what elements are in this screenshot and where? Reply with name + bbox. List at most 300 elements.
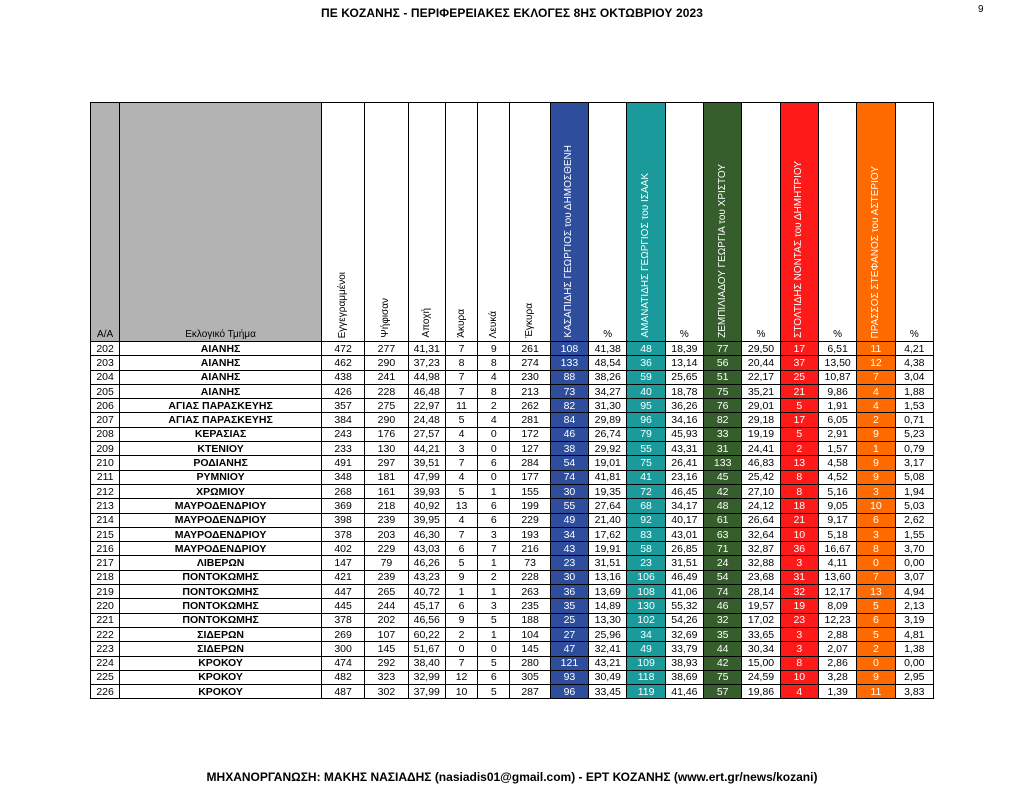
cell-aa: 217 — [91, 556, 120, 570]
candidate-5-header: ΠΡΑΣΣΟΣ ΣΤΕΦΑΝΟΣ του ΑΣΤΕΡΙΟΥ — [857, 103, 895, 342]
cell-candidate-1-votes: 30 — [550, 484, 588, 498]
cell-candidate-5-votes: 9 — [857, 427, 895, 441]
cell-candidate-1-votes: 108 — [550, 342, 588, 356]
cell-candidate-1-votes: 38 — [550, 442, 588, 456]
cell-voted: 292 — [365, 656, 408, 670]
cell-voted: 277 — [365, 342, 408, 356]
cell-candidate-1-pct: 41,38 — [589, 342, 627, 356]
cell-blank: 6 — [478, 499, 510, 513]
cell-candidate-2-votes: 58 — [627, 542, 665, 556]
cell-candidate-1-votes: 23 — [550, 556, 588, 570]
cell-aa: 203 — [91, 356, 120, 370]
cell-candidate-4-votes: 31 — [780, 570, 818, 584]
cell-candidate-2-votes: 118 — [627, 670, 665, 684]
cell-valid: 193 — [510, 527, 550, 541]
cell-candidate-3-pct: 46,83 — [742, 456, 780, 470]
cell-candidate-3-pct: 32,64 — [742, 527, 780, 541]
cell-candidate-2-votes: 102 — [627, 613, 665, 627]
cell-candidate-2-pct: 34,17 — [665, 499, 703, 513]
cell-candidate-5-votes: 2 — [857, 413, 895, 427]
cell-aa: 213 — [91, 499, 120, 513]
table-row — [91, 685, 934, 699]
cell-section: ΚΡΟΚΟΥ — [120, 685, 322, 699]
cell-blank: 3 — [478, 599, 510, 613]
candidate-5-pct-header: % — [895, 103, 933, 342]
cell-registered: 243 — [321, 427, 364, 441]
cell-registered: 233 — [321, 442, 364, 456]
cell-aa: 211 — [91, 470, 120, 484]
cell-candidate-1-votes: 34 — [550, 527, 588, 541]
cell-voted: 218 — [365, 499, 408, 513]
cell-candidate-1-pct: 30,49 — [589, 670, 627, 684]
cell-invalid: 6 — [445, 599, 477, 613]
cell-candidate-5-pct: 1,55 — [895, 527, 933, 541]
cell-voted: 239 — [365, 570, 408, 584]
cell-abstention: 46,26 — [408, 556, 445, 570]
cell-candidate-3-votes: 32 — [704, 613, 742, 627]
cell-candidate-4-votes: 5 — [780, 427, 818, 441]
cell-candidate-3-pct: 32,88 — [742, 556, 780, 570]
footer-credits: ΜΗΧΑΝΟΡΓΑΝΩΣΗ: ΜΑΚΗΣ ΝΑΣΙΑΔΗΣ (nasiadis01@gmail.com) - ΕΡΤ ΚΟΖΑΝΗΣ (www.ert.gr/news/kozani) — [206, 770, 818, 784]
cell-section: ΡΟΔΙΑΝΗΣ — [120, 456, 322, 470]
cell-invalid: 7 — [445, 456, 477, 470]
cell-voted: 275 — [365, 399, 408, 413]
cell-registered: 269 — [321, 627, 364, 641]
cell-registered: 472 — [321, 342, 364, 356]
cell-candidate-3-votes: 75 — [704, 670, 742, 684]
cell-voted: 290 — [365, 413, 408, 427]
cell-candidate-1-votes: 35 — [550, 599, 588, 613]
cell-candidate-2-votes: 75 — [627, 456, 665, 470]
cell-abstention: 60,22 — [408, 627, 445, 641]
cell-blank: 4 — [478, 413, 510, 427]
cell-candidate-1-pct: 13,30 — [589, 613, 627, 627]
cell-candidate-1-votes: 47 — [550, 642, 588, 656]
cell-valid: 261 — [510, 342, 550, 356]
cell-section: ΜΑΥΡΟΔΕΝΔΡΙΟΥ — [120, 527, 322, 541]
cell-candidate-4-pct: 4,52 — [818, 470, 856, 484]
cell-candidate-3-pct: 35,21 — [742, 384, 780, 398]
cell-candidate-1-votes: 54 — [550, 456, 588, 470]
cell-candidate-5-votes: 9 — [857, 456, 895, 470]
cell-candidate-3-votes: 61 — [704, 513, 742, 527]
cell-blank: 0 — [478, 642, 510, 656]
cell-candidate-4-votes: 10 — [780, 527, 818, 541]
cell-candidate-2-pct: 40,17 — [665, 513, 703, 527]
cell-abstention: 40,92 — [408, 499, 445, 513]
table-row — [91, 356, 934, 370]
cell-candidate-3-pct: 24,59 — [742, 670, 780, 684]
col-section-header: Εκλογικό Τμήμα — [120, 103, 322, 342]
cell-valid: 228 — [510, 570, 550, 584]
cell-registered: 147 — [321, 556, 364, 570]
cell-candidate-4-votes: 36 — [780, 542, 818, 556]
cell-candidate-4-pct: 12,17 — [818, 585, 856, 599]
cell-registered: 402 — [321, 542, 364, 556]
cell-candidate-1-votes: 36 — [550, 585, 588, 599]
cell-valid: 287 — [510, 685, 550, 699]
cell-candidate-4-votes: 3 — [780, 642, 818, 656]
cell-candidate-1-pct: 19,01 — [589, 456, 627, 470]
cell-candidate-4-pct: 2,07 — [818, 642, 856, 656]
cell-registered: 447 — [321, 585, 364, 599]
cell-candidate-3-votes: 33 — [704, 427, 742, 441]
cell-registered: 369 — [321, 499, 364, 513]
cell-registered: 438 — [321, 370, 364, 384]
cell-invalid: 13 — [445, 499, 477, 513]
cell-candidate-1-pct: 31,30 — [589, 399, 627, 413]
table-row — [91, 599, 934, 613]
cell-candidate-5-pct: 2,95 — [895, 670, 933, 684]
cell-candidate-2-votes: 96 — [627, 413, 665, 427]
cell-voted: 323 — [365, 670, 408, 684]
table-row — [91, 399, 934, 413]
cell-invalid: 7 — [445, 384, 477, 398]
cell-candidate-4-pct: 9,05 — [818, 499, 856, 513]
cell-candidate-2-votes: 83 — [627, 527, 665, 541]
cell-candidate-2-pct: 55,32 — [665, 599, 703, 613]
cell-candidate-5-votes: 0 — [857, 656, 895, 670]
cell-candidate-1-pct: 17,62 — [589, 527, 627, 541]
cell-candidate-1-pct: 26,74 — [589, 427, 627, 441]
cell-candidate-3-votes: 45 — [704, 470, 742, 484]
cell-candidate-4-pct: 1,57 — [818, 442, 856, 456]
cell-abstention: 46,56 — [408, 613, 445, 627]
cell-valid: 274 — [510, 356, 550, 370]
cell-blank: 6 — [478, 670, 510, 684]
cell-candidate-1-votes: 88 — [550, 370, 588, 384]
cell-candidate-5-pct: 4,38 — [895, 356, 933, 370]
cell-candidate-5-votes: 3 — [857, 527, 895, 541]
cell-candidate-4-votes: 21 — [780, 513, 818, 527]
cell-aa: 219 — [91, 585, 120, 599]
cell-blank: 2 — [478, 570, 510, 584]
cell-candidate-3-pct: 27,10 — [742, 484, 780, 498]
cell-abstention: 32,99 — [408, 670, 445, 684]
cell-aa: 218 — [91, 570, 120, 584]
cell-candidate-4-pct: 13,60 — [818, 570, 856, 584]
cell-abstention: 46,30 — [408, 527, 445, 541]
cell-blank: 1 — [478, 627, 510, 641]
cell-registered: 348 — [321, 470, 364, 484]
cell-registered: 487 — [321, 685, 364, 699]
cell-candidate-2-pct: 46,49 — [665, 570, 703, 584]
cell-invalid: 4 — [445, 427, 477, 441]
cell-candidate-3-votes: 24 — [704, 556, 742, 570]
cell-aa: 225 — [91, 670, 120, 684]
cell-section: ΜΑΥΡΟΔΕΝΔΡΙΟΥ — [120, 499, 322, 513]
cell-candidate-1-pct: 48,54 — [589, 356, 627, 370]
cell-section: ΚΕΡΑΣΙΑΣ — [120, 427, 322, 441]
cell-candidate-5-pct: 0,00 — [895, 556, 933, 570]
cell-candidate-1-pct: 29,92 — [589, 442, 627, 456]
cell-candidate-2-pct: 26,41 — [665, 456, 703, 470]
candidate-3-pct-header: % — [742, 103, 780, 342]
cell-voted: 107 — [365, 627, 408, 641]
table-row — [91, 542, 934, 556]
cell-voted: 228 — [365, 384, 408, 398]
cell-invalid: 9 — [445, 570, 477, 584]
cell-valid: 73 — [510, 556, 550, 570]
cell-blank: 8 — [478, 384, 510, 398]
cell-candidate-4-pct: 8,09 — [818, 599, 856, 613]
cell-candidate-3-pct: 24,12 — [742, 499, 780, 513]
cell-voted: 203 — [365, 527, 408, 541]
cell-candidate-5-pct: 0,71 — [895, 413, 933, 427]
cell-candidate-5-pct: 2,62 — [895, 513, 933, 527]
cell-section: ΛΙΒΕΡΩΝ — [120, 556, 322, 570]
cell-candidate-5-votes: 5 — [857, 599, 895, 613]
cell-candidate-3-pct: 29,18 — [742, 413, 780, 427]
cell-candidate-5-votes: 0 — [857, 556, 895, 570]
cell-candidate-2-pct: 18,78 — [665, 384, 703, 398]
cell-candidate-2-pct: 38,93 — [665, 656, 703, 670]
cell-candidate-2-pct: 43,31 — [665, 442, 703, 456]
cell-candidate-4-votes: 3 — [780, 556, 818, 570]
cell-aa: 220 — [91, 599, 120, 613]
cell-candidate-3-votes: 35 — [704, 627, 742, 641]
cell-voted: 302 — [365, 685, 408, 699]
cell-valid: 127 — [510, 442, 550, 456]
cell-aa: 204 — [91, 370, 120, 384]
cell-invalid: 3 — [445, 442, 477, 456]
cell-candidate-4-pct: 13,50 — [818, 356, 856, 370]
cell-candidate-1-pct: 21,40 — [589, 513, 627, 527]
cell-candidate-5-pct: 4,81 — [895, 627, 933, 641]
cell-candidate-4-votes: 8 — [780, 484, 818, 498]
cell-candidate-4-pct: 2,86 — [818, 656, 856, 670]
cell-candidate-3-pct: 24,41 — [742, 442, 780, 456]
table-row — [91, 384, 934, 398]
document-title: ΠΕ ΚΟΖΑΝΗΣ - ΠΕΡΙΦΕΡΕΙΑΚΕΣ ΕΚΛΟΓΕΣ 8ΗΣ ΟΚΤΩΒΡΙΟΥ 2023 — [320, 6, 704, 20]
cell-candidate-4-votes: 2 — [780, 442, 818, 456]
cell-candidate-5-votes: 9 — [857, 670, 895, 684]
cell-candidate-1-pct: 27,64 — [589, 499, 627, 513]
cell-valid: 177 — [510, 470, 550, 484]
candidate-2-pct-header: % — [665, 103, 703, 342]
cell-candidate-5-votes: 4 — [857, 384, 895, 398]
cell-candidate-1-pct: 41,81 — [589, 470, 627, 484]
cell-candidate-1-pct: 14,89 — [589, 599, 627, 613]
cell-candidate-5-votes: 4 — [857, 399, 895, 413]
cell-candidate-1-pct: 13,16 — [589, 570, 627, 584]
cell-registered: 378 — [321, 527, 364, 541]
results-table — [90, 102, 934, 699]
cell-registered: 398 — [321, 513, 364, 527]
cell-invalid: 5 — [445, 413, 477, 427]
col-voted-header: Ψήφισαν — [365, 103, 408, 342]
cell-blank: 0 — [478, 470, 510, 484]
cell-aa: 224 — [91, 656, 120, 670]
cell-registered: 378 — [321, 613, 364, 627]
cell-valid: 188 — [510, 613, 550, 627]
cell-candidate-5-votes: 7 — [857, 570, 895, 584]
cell-candidate-5-pct: 2,13 — [895, 599, 933, 613]
cell-candidate-3-pct: 19,86 — [742, 685, 780, 699]
cell-candidate-4-votes: 25 — [780, 370, 818, 384]
cell-candidate-4-votes: 8 — [780, 656, 818, 670]
cell-abstention: 43,23 — [408, 570, 445, 584]
cell-candidate-4-votes: 37 — [780, 356, 818, 370]
table-row — [91, 470, 934, 484]
cell-abstention: 37,23 — [408, 356, 445, 370]
col-aa-header: Α/Α — [91, 103, 120, 342]
cell-candidate-5-votes: 1 — [857, 442, 895, 456]
cell-candidate-1-votes: 74 — [550, 470, 588, 484]
table-row — [91, 656, 934, 670]
table-row — [91, 413, 934, 427]
cell-invalid: 11 — [445, 399, 477, 413]
cell-abstention: 37,99 — [408, 685, 445, 699]
cell-candidate-5-votes: 11 — [857, 685, 895, 699]
cell-candidate-4-votes: 17 — [780, 342, 818, 356]
cell-candidate-1-pct: 31,51 — [589, 556, 627, 570]
cell-candidate-2-votes: 34 — [627, 627, 665, 641]
cell-aa: 202 — [91, 342, 120, 356]
cell-blank: 4 — [478, 370, 510, 384]
cell-candidate-4-pct: 16,67 — [818, 542, 856, 556]
cell-candidate-1-pct: 19,91 — [589, 542, 627, 556]
cell-section: ΚΡΟΚΟΥ — [120, 670, 322, 684]
cell-candidate-1-votes: 46 — [550, 427, 588, 441]
cell-blank: 9 — [478, 342, 510, 356]
cell-candidate-3-votes: 42 — [704, 656, 742, 670]
candidate-4-header: ΣΤΟΛΤΙΔΗΣ ΝΟΝΤΑΣ του ΔΗΜΗΤΡΙΟΥ — [780, 103, 818, 342]
cell-invalid: 9 — [445, 613, 477, 627]
cell-section: ΚΡΟΚΟΥ — [120, 656, 322, 670]
table-row — [91, 642, 934, 656]
cell-invalid: 5 — [445, 484, 477, 498]
cell-registered: 491 — [321, 456, 364, 470]
cell-section: ΑΙΑΝΗΣ — [120, 370, 322, 384]
cell-candidate-2-pct: 32,69 — [665, 627, 703, 641]
cell-candidate-1-pct: 33,45 — [589, 685, 627, 699]
cell-candidate-5-pct: 1,38 — [895, 642, 933, 656]
cell-voted: 297 — [365, 456, 408, 470]
cell-valid: 104 — [510, 627, 550, 641]
cell-candidate-2-votes: 49 — [627, 642, 665, 656]
cell-candidate-1-pct: 13,69 — [589, 585, 627, 599]
cell-candidate-4-pct: 3,28 — [818, 670, 856, 684]
cell-voted: 79 — [365, 556, 408, 570]
cell-blank: 6 — [478, 456, 510, 470]
cell-valid: 284 — [510, 456, 550, 470]
cell-candidate-2-pct: 43,01 — [665, 527, 703, 541]
col-invalid-header: Άκυρα — [445, 103, 477, 342]
cell-candidate-2-pct: 41,46 — [665, 685, 703, 699]
cell-abstention: 39,95 — [408, 513, 445, 527]
page-number: 9 — [978, 4, 984, 15]
cell-aa: 222 — [91, 627, 120, 641]
cell-candidate-2-pct: 45,93 — [665, 427, 703, 441]
table-row — [91, 484, 934, 498]
cell-candidate-5-votes: 6 — [857, 613, 895, 627]
cell-registered: 462 — [321, 356, 364, 370]
cell-candidate-4-votes: 19 — [780, 599, 818, 613]
cell-candidate-3-votes: 54 — [704, 570, 742, 584]
cell-invalid: 5 — [445, 556, 477, 570]
cell-candidate-1-pct: 32,41 — [589, 642, 627, 656]
cell-candidate-5-pct: 5,08 — [895, 470, 933, 484]
cell-candidate-4-pct: 12,23 — [818, 613, 856, 627]
cell-valid: 263 — [510, 585, 550, 599]
cell-candidate-5-pct: 1,88 — [895, 384, 933, 398]
cell-candidate-3-pct: 17,02 — [742, 613, 780, 627]
cell-section: ΑΓΙΑΣ ΠΑΡΑΣΚΕΥΗΣ — [120, 413, 322, 427]
cell-candidate-3-pct: 25,42 — [742, 470, 780, 484]
cell-aa: 216 — [91, 542, 120, 556]
cell-section: ΜΑΥΡΟΔΕΝΔΡΙΟΥ — [120, 513, 322, 527]
cell-candidate-4-pct: 5,16 — [818, 484, 856, 498]
cell-candidate-1-pct: 38,26 — [589, 370, 627, 384]
cell-candidate-5-pct: 3,83 — [895, 685, 933, 699]
cell-candidate-2-pct: 36,26 — [665, 399, 703, 413]
cell-abstention: 39,51 — [408, 456, 445, 470]
cell-aa: 226 — [91, 685, 120, 699]
cell-valid: 213 — [510, 384, 550, 398]
cell-candidate-5-votes: 9 — [857, 470, 895, 484]
cell-section: ΑΙΑΝΗΣ — [120, 356, 322, 370]
cell-candidate-1-votes: 84 — [550, 413, 588, 427]
cell-candidate-3-pct: 28,14 — [742, 585, 780, 599]
cell-candidate-5-votes: 2 — [857, 642, 895, 656]
cell-candidate-2-pct: 54,26 — [665, 613, 703, 627]
cell-invalid: 4 — [445, 470, 477, 484]
cell-candidate-1-pct: 19,35 — [589, 484, 627, 498]
cell-voted: 290 — [365, 356, 408, 370]
cell-section: ΠΟΝΤΟΚΩΜΗΣ — [120, 585, 322, 599]
cell-voted: 161 — [365, 484, 408, 498]
cell-candidate-4-votes: 8 — [780, 470, 818, 484]
cell-invalid: 2 — [445, 627, 477, 641]
cell-candidate-2-votes: 106 — [627, 570, 665, 584]
cell-voted: 239 — [365, 513, 408, 527]
cell-candidate-5-votes: 6 — [857, 513, 895, 527]
cell-candidate-5-pct: 4,94 — [895, 585, 933, 599]
cell-invalid: 7 — [445, 527, 477, 541]
cell-candidate-2-pct: 33,79 — [665, 642, 703, 656]
cell-abstention: 44,21 — [408, 442, 445, 456]
cell-candidate-2-votes: 79 — [627, 427, 665, 441]
cell-candidate-3-votes: 75 — [704, 384, 742, 398]
cell-candidate-1-votes: 43 — [550, 542, 588, 556]
cell-voted: 145 — [365, 642, 408, 656]
cell-candidate-4-votes: 18 — [780, 499, 818, 513]
cell-candidate-1-votes: 73 — [550, 384, 588, 398]
cell-section: ΧΡΩΜΙΟΥ — [120, 484, 322, 498]
cell-candidate-2-pct: 26,85 — [665, 542, 703, 556]
cell-candidate-2-pct: 23,16 — [665, 470, 703, 484]
cell-valid: 281 — [510, 413, 550, 427]
cell-abstention: 43,03 — [408, 542, 445, 556]
cell-valid: 280 — [510, 656, 550, 670]
cell-valid: 305 — [510, 670, 550, 684]
cell-candidate-5-pct: 1,53 — [895, 399, 933, 413]
table-row — [91, 370, 934, 384]
col-registered-header: Εγγεγραμμένοι — [321, 103, 364, 342]
cell-aa: 210 — [91, 456, 120, 470]
cell-candidate-1-votes: 49 — [550, 513, 588, 527]
header-row — [91, 103, 934, 342]
cell-candidate-1-pct: 34,27 — [589, 384, 627, 398]
cell-section: ΡΥΜΝΙΟΥ — [120, 470, 322, 484]
cell-candidate-3-votes: 57 — [704, 685, 742, 699]
col-abstention-header: Αποχή — [408, 103, 445, 342]
cell-candidate-1-votes: 25 — [550, 613, 588, 627]
cell-blank: 8 — [478, 356, 510, 370]
cell-candidate-3-pct: 19,19 — [742, 427, 780, 441]
cell-candidate-5-pct: 5,23 — [895, 427, 933, 441]
